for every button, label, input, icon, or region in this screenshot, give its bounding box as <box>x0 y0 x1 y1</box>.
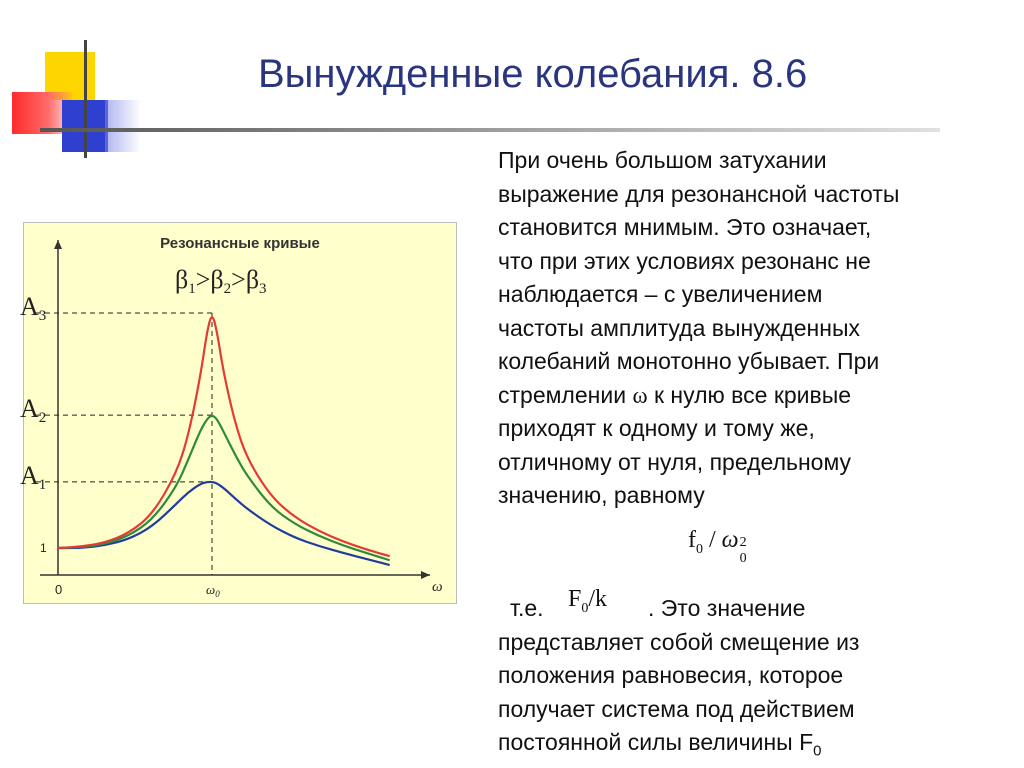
te-after: . Это значение <box>648 595 806 621</box>
paragraph-line-2: выражение для резонансной частоты <box>498 180 900 207</box>
resonance-curve-1 <box>58 317 390 556</box>
chart-title: Резонансные кривые <box>160 235 320 252</box>
x-resonance-label: $\omega_0$ <box>206 582 220 599</box>
paragraph-line-4: что при этих условиях резонанс не <box>498 247 871 274</box>
y-tick-label-A3: A3 <box>20 292 47 324</box>
line8-before: стремлении <box>498 381 633 408</box>
y-tick-label-one: 1 <box>40 541 47 555</box>
paragraph-line-3: становится мнимым. Это означает, <box>498 214 872 240</box>
x-axis-label: ω <box>432 579 443 595</box>
paragraph-line-13: представляет собой смещение из <box>498 628 860 655</box>
omega-symbol: ω <box>632 382 648 408</box>
formula-static-displacement: $F_0/k$ <box>568 586 608 616</box>
paragraph-line-7: колебаний монотонно убывает. При <box>498 348 880 374</box>
paragraph-line-9: приходят к одному и тому же, <box>498 415 815 441</box>
paragraph-line-1: При очень большом затухании <box>498 147 827 173</box>
resonance-curve-3 <box>58 482 390 565</box>
paragraph-line-14: положения равновесия, которое <box>498 662 844 688</box>
page-title: Вынужденные колебания. 8.6 <box>258 52 808 96</box>
y-tick-label-A1: A1 <box>20 460 47 493</box>
y-axis-arrow <box>54 240 62 249</box>
x-origin-label: 0 <box>55 582 63 597</box>
paragraph-line-10: отличному от нуля, предельному <box>498 448 852 475</box>
x-axis-arrow <box>421 571 430 579</box>
paragraph-line-16: постоянной силы величины $F_0$ <box>498 729 822 760</box>
paragraph-line-15: получает система под действием <box>498 695 855 722</box>
y-tick-label-A2: A2 <box>20 394 47 427</box>
te-label: т.е. <box>510 595 544 621</box>
line8-after: к нулю все кривые <box>647 381 852 408</box>
paragraph-line-6: частоты амплитуда вынужденных <box>498 314 860 341</box>
formula-limit-value: $f_0$ / ω 2 0 <box>688 527 747 566</box>
beta-relation: β1>β2>β3 <box>175 265 267 297</box>
paragraph-line-5: наблюдается – с увеличением <box>498 281 823 307</box>
paragraph-line-11: значению, равному <box>498 482 705 508</box>
